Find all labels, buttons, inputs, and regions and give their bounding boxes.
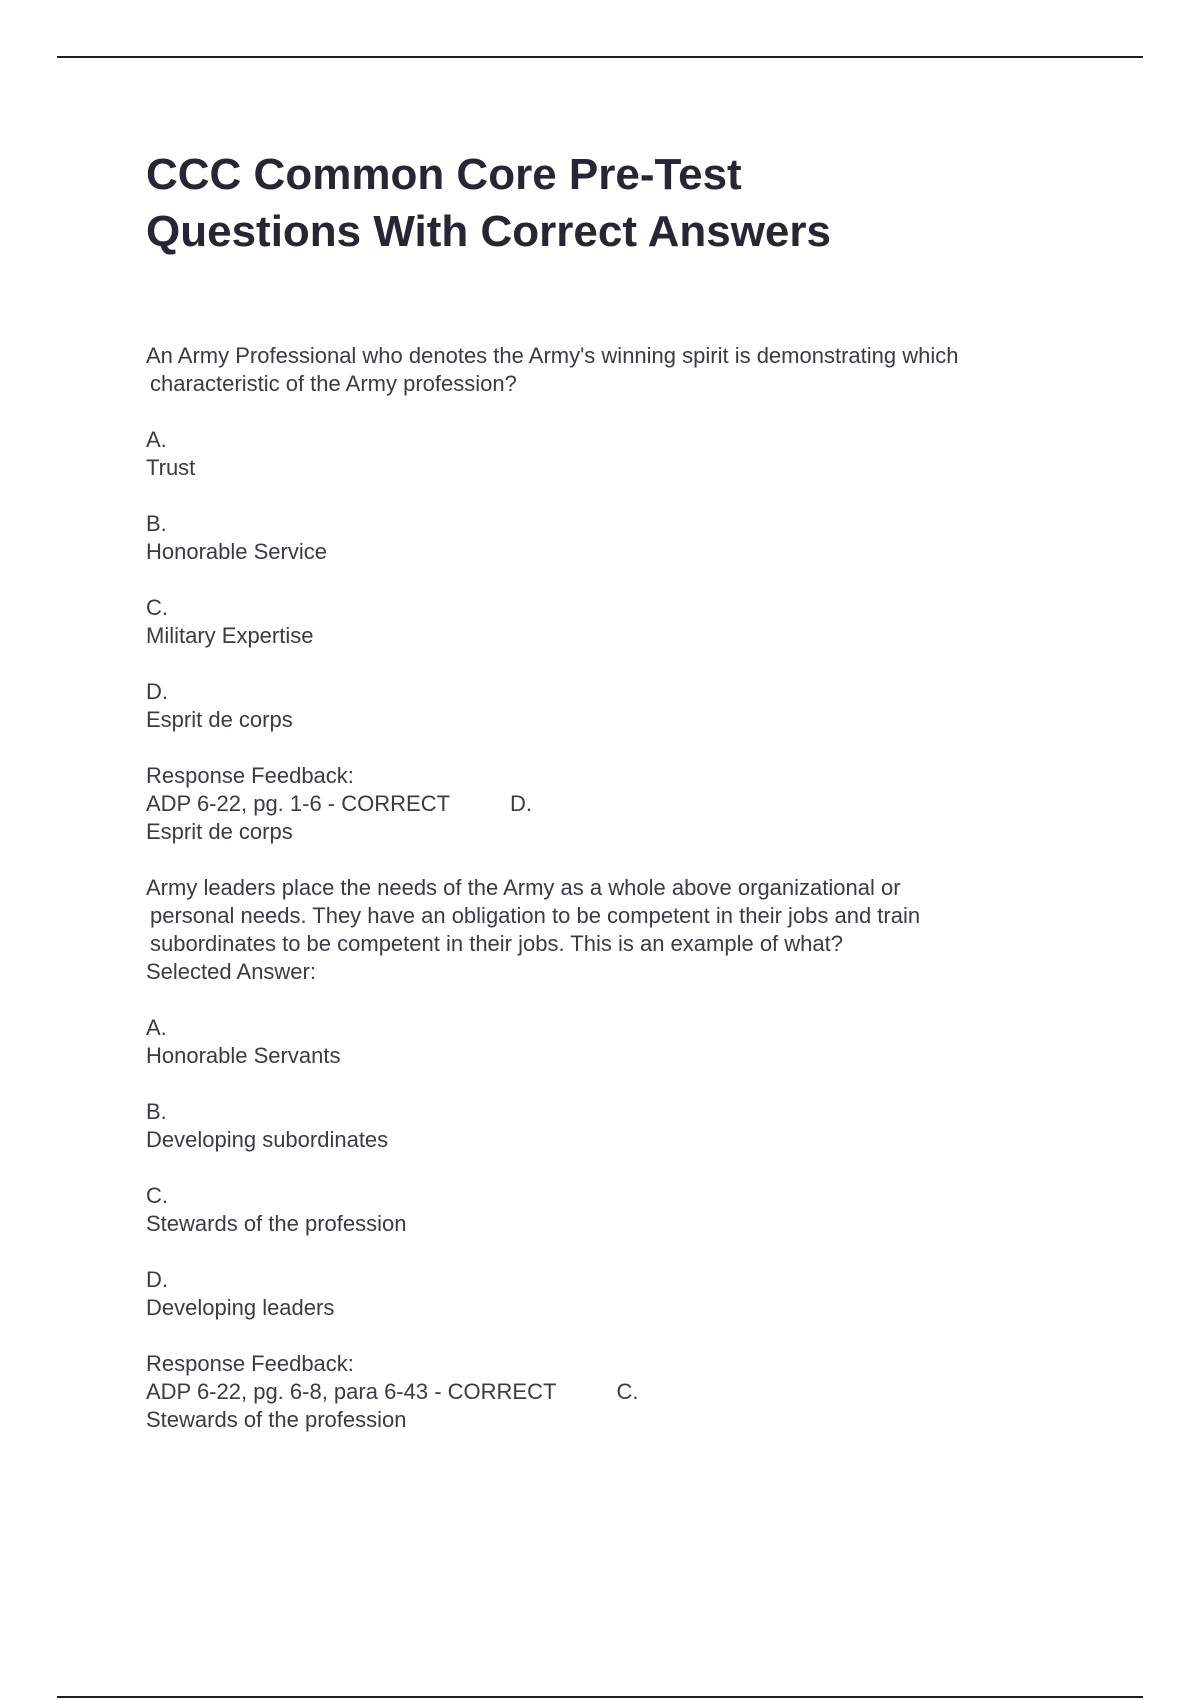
option-letter: A. (146, 427, 167, 452)
option-letter: D. (146, 679, 168, 704)
option-text: Honorable Servants (146, 1043, 341, 1068)
question-line: personal needs. They have an obligation to be competent in their jobs and train (150, 903, 921, 928)
feedback-reference-line (146, 1378, 1086, 1406)
answer-option (146, 510, 1086, 566)
feedback-reference: ADP 6-22, pg. 1-6 - CORRECT (146, 791, 451, 816)
answer-option (146, 1098, 1086, 1154)
feedback-answer-letter: D. (510, 791, 533, 816)
question-line: subordinates to be competent in their jobs. This is an example of what? (150, 931, 843, 956)
title-line-1: CCC Common Core Pre-Test (146, 150, 742, 199)
option-text: Esprit de corps (146, 707, 293, 732)
option-text: Trust (146, 455, 196, 480)
selected-answer-label: Selected Answer: (146, 959, 316, 984)
question-line: An Army Professional who denotes the Army's winning spirit is demonstrating which (146, 343, 959, 368)
top-rule (57, 56, 1143, 58)
option-letter: B. (146, 1099, 167, 1124)
option-text: Military Expertise (146, 623, 314, 648)
answer-option (146, 1014, 1086, 1070)
feedback-label: Response Feedback: (146, 1351, 354, 1376)
option-text: Honorable Service (146, 539, 327, 564)
option-text: Developing subordinates (146, 1127, 389, 1152)
option-letter: C. (146, 595, 168, 620)
bottom-rule (57, 1696, 1143, 1698)
title-line-2: Questions With Correct Answers (146, 207, 831, 256)
option-letter: A. (146, 1015, 167, 1040)
option-letter: D. (146, 1267, 168, 1292)
feedback-answer-text: Stewards of the profession (146, 1407, 407, 1432)
question-list (146, 342, 1086, 1434)
option-text: Stewards of the profession (146, 1211, 407, 1236)
question-text (146, 874, 1086, 986)
answer-option (146, 1266, 1086, 1322)
answer-option (146, 594, 1086, 650)
option-letter: B. (146, 511, 167, 536)
response-feedback (146, 1350, 1086, 1434)
question-line: characteristic of the Army profession? (150, 371, 517, 396)
feedback-reference: ADP 6-22, pg. 6-8, para 6-43 - CORRECT (146, 1379, 557, 1404)
question-line: Army leaders place the needs of the Army as a whole above organizational or (146, 875, 901, 900)
answer-option (146, 678, 1086, 734)
answer-option (146, 426, 1086, 482)
answer-option (146, 1182, 1086, 1238)
feedback-label: Response Feedback: (146, 763, 354, 788)
question-text (146, 342, 1086, 398)
feedback-answer-text: Esprit de corps (146, 819, 293, 844)
option-letter: C. (146, 1183, 168, 1208)
option-text: Developing leaders (146, 1295, 335, 1320)
document-body (146, 146, 1086, 1462)
page-title (146, 146, 1086, 260)
feedback-answer-letter: C. (616, 1379, 639, 1404)
feedback-reference-line (146, 790, 1086, 818)
response-feedback (146, 762, 1086, 846)
